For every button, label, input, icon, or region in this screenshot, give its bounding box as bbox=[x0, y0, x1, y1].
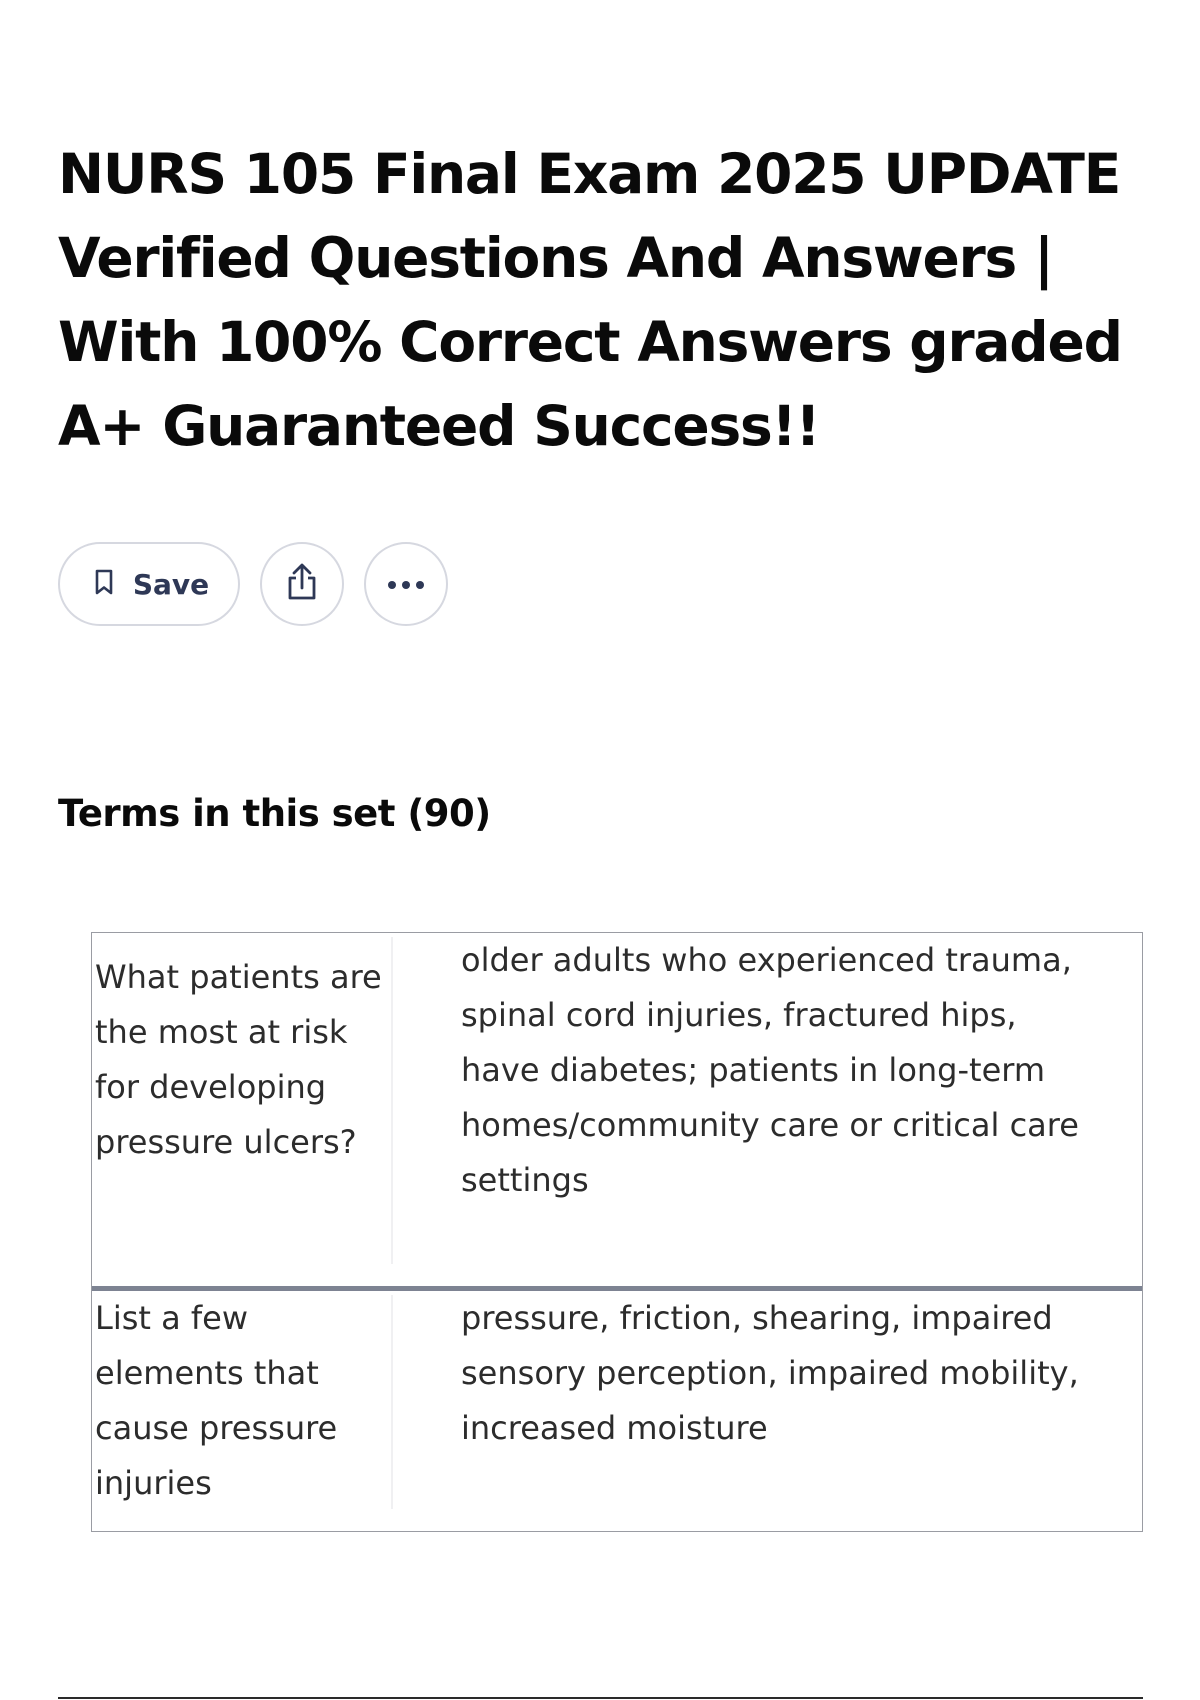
page-title: NURS 105 Final Exam 2025 UPDATE Verified Questions And Answers | With 100% Correct Answers graded A+ Guaranteed Success!! bbox=[58, 142, 1122, 458]
share-icon bbox=[284, 562, 320, 606]
save-label: Save bbox=[132, 567, 210, 601]
share-button[interactable] bbox=[260, 542, 344, 626]
bottom-divider bbox=[58, 1697, 1143, 1699]
action-bar bbox=[58, 542, 448, 626]
more-options-button[interactable] bbox=[364, 542, 448, 626]
term-text: List a few elements that cause pressure injuries bbox=[95, 1299, 338, 1502]
term-row bbox=[92, 1286, 1142, 1531]
term-text: What patients are the most at risk for developing pressure ulcers? bbox=[95, 958, 382, 1161]
terms-table bbox=[91, 932, 1143, 1532]
definition-text: older adults who experienced trauma, spinal cord injuries, fractured hips, have diabetes; patients in long-term homes/community care or critical care settings bbox=[461, 941, 1079, 1199]
term-row bbox=[92, 933, 1142, 1286]
bookmark-icon bbox=[93, 568, 115, 600]
save-button[interactable] bbox=[58, 542, 240, 626]
terms-heading: Terms in this set (90) bbox=[58, 792, 491, 835]
more-options-icon bbox=[386, 575, 426, 594]
definition-text: pressure, friction, shearing, impaired sensory perception, impaired mobility, increased moisture bbox=[461, 1299, 1079, 1447]
